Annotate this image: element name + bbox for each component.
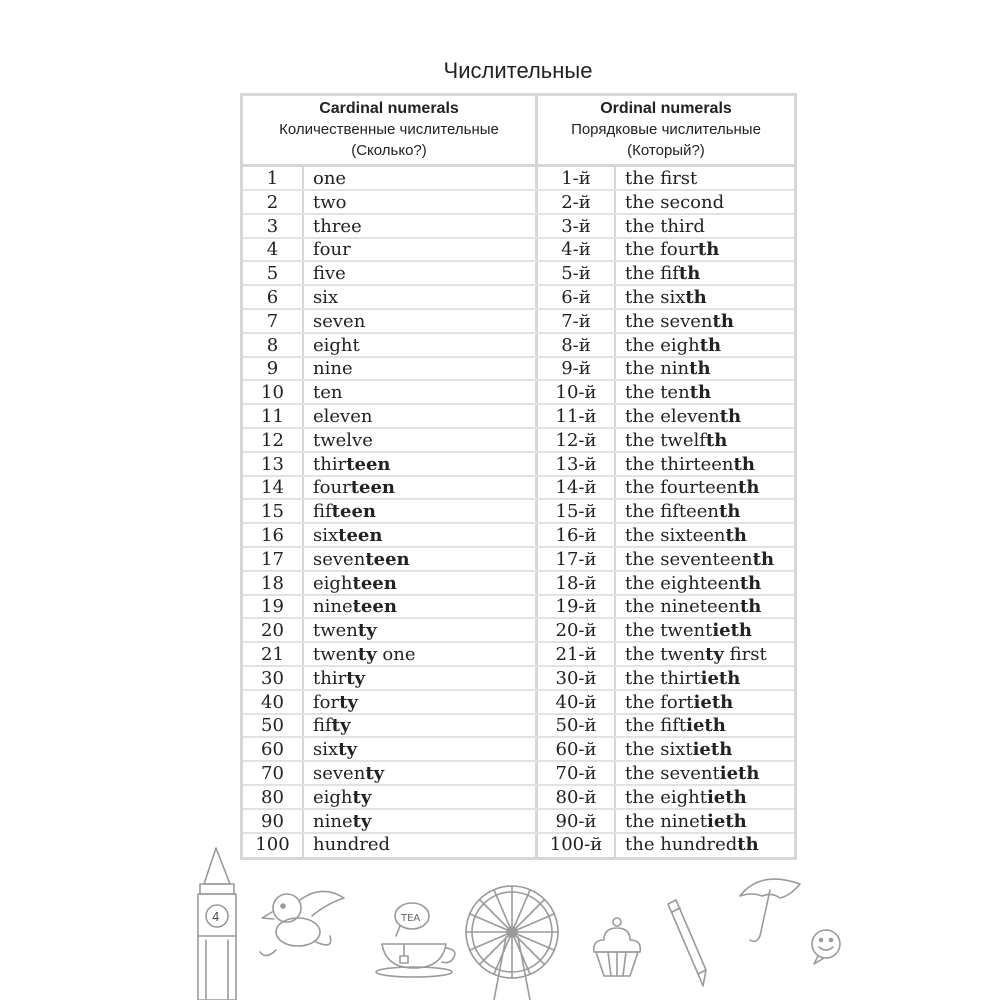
ordinal-word: [625, 714, 795, 738]
ordinal-number: 3-й: [561, 215, 591, 237]
ordinal-word: [625, 334, 795, 358]
cardinal-word-stem: two: [313, 191, 347, 213]
ordinal-word-stem: the nineteen: [625, 596, 740, 618]
ordinal-number: 14-й: [555, 477, 597, 499]
ordinal-word-suffix: ieth: [707, 810, 747, 832]
ordinal-word: [625, 476, 795, 500]
ordinal-word: [625, 786, 795, 810]
cardinal-number: 19: [261, 596, 284, 618]
table-row: [243, 429, 794, 453]
ordinal-header: [538, 96, 794, 166]
table-row: [243, 405, 794, 429]
table-row: [243, 572, 794, 596]
cardinal-number: 100: [255, 834, 290, 856]
cardinal-number: 40: [261, 691, 284, 713]
cardinal-word-suffix: ty: [346, 667, 365, 689]
cardinal-word: [313, 714, 533, 738]
cardinal-word-suffix: ty: [357, 620, 377, 642]
page-title: Числительные: [443, 58, 593, 83]
cardinal-number: 21: [261, 644, 284, 665]
cardinal-header-subtitle: Количественные числительные: [279, 121, 499, 138]
ordinal-word-stem: the eigh: [625, 334, 700, 356]
table-row: [243, 619, 794, 643]
ordinal-number: 4-й: [561, 239, 591, 261]
ordinal-word-stem: the first: [625, 168, 698, 189]
table-row: [243, 381, 794, 405]
ordinal-number: 13-й: [555, 453, 597, 475]
ordinal-word-suffix: th: [739, 596, 762, 618]
table-row: [243, 643, 794, 667]
cardinal-word-stem: four: [313, 477, 351, 499]
ordinal-number: 8-й: [561, 334, 591, 356]
cardinal-word-stem: seven: [313, 310, 366, 332]
cardinal-word: [313, 310, 533, 334]
cardinal-word-stem: nine: [313, 358, 353, 380]
ordinal-word: [625, 738, 795, 762]
ordinal-word-stem: the twen: [625, 644, 706, 665]
cardinal-number: 50: [261, 715, 284, 737]
cardinal-word-stem: nine: [313, 596, 353, 618]
ordinal-word: [625, 572, 795, 596]
cardinal-word: [313, 738, 533, 762]
ordinal-word-stem: the seventeen: [625, 548, 753, 570]
ordinal-word-suffix: ieth: [693, 691, 734, 713]
cardinal-word-suffix: ty: [365, 763, 385, 784]
ordinal-word: [625, 381, 795, 405]
ordinal-word: [625, 810, 795, 834]
ordinal-word-stem: the seven: [625, 310, 713, 332]
ordinal-word: [625, 310, 795, 334]
cardinal-number: 90: [261, 810, 284, 832]
cardinal-word-suffix: teen: [352, 596, 397, 618]
ordinal-word-suffix: th: [719, 406, 742, 427]
table-row: [243, 262, 794, 286]
cardinal-word-stem: ten: [313, 382, 343, 404]
ordinal-number: 9-й: [561, 358, 591, 380]
cardinal-word: [313, 453, 533, 477]
cardinal-number: 10: [261, 382, 284, 404]
ordinal-word-suffix: th: [725, 525, 747, 546]
cardinal-word-stem: six: [313, 287, 339, 308]
ordinal-number: 1-й: [561, 168, 591, 189]
table-row: [243, 691, 794, 715]
cardinal-number: 5: [266, 263, 279, 285]
ordinal-header-title: Ordinal numerals: [600, 100, 732, 117]
cardinal-number: 14: [261, 477, 284, 499]
ordinal-word-stem: the ten: [625, 382, 690, 404]
ordinal-word: [625, 762, 795, 786]
cardinal-word-stem: thir: [313, 453, 347, 475]
ordinal-word-stem: the four: [625, 239, 698, 261]
cardinal-word-stem: eight: [313, 334, 360, 356]
cardinal-word: [313, 524, 533, 548]
cardinal-word: [313, 667, 533, 691]
cardinal-number: 8: [266, 334, 279, 356]
cardinal-number: 17: [261, 548, 284, 570]
table-row: [243, 238, 794, 262]
cardinal-word: [313, 429, 533, 453]
cardinal-word: [313, 286, 533, 310]
ordinal-word: [625, 238, 795, 262]
ordinal-word-suffix: th: [689, 382, 712, 404]
cardinal-number: 11: [261, 406, 284, 427]
cardinal-word: [313, 762, 533, 786]
ordinal-number: 10-й: [555, 382, 597, 404]
big-ben-tower-icon: [198, 848, 236, 1000]
cardinal-word: [313, 500, 533, 524]
london-doodles: [0, 840, 1000, 1000]
ordinal-number: 12-й: [555, 429, 597, 451]
ordinal-number: 40-й: [555, 691, 597, 713]
ordinal-word-stem: the sixteen: [625, 525, 726, 546]
cardinal-number: 20: [261, 620, 284, 642]
cardinal-word-suffix: ty: [352, 810, 372, 832]
table-row: [243, 738, 794, 762]
cardinal-number: 12: [261, 429, 284, 451]
table-row: [243, 762, 794, 786]
cardinal-word: [313, 643, 533, 667]
cardinal-word-suffix: teen: [352, 572, 397, 594]
ordinal-word-suffix: th: [697, 239, 720, 261]
ordinal-word: [625, 691, 795, 715]
cardinal-word-stem: eleven: [313, 406, 373, 427]
cardinal-word: [313, 405, 533, 429]
ordinal-word-stem: the second: [625, 191, 725, 213]
ordinal-word-suffix: ieth: [712, 620, 753, 642]
cardinal-word: [313, 619, 533, 643]
cardinal-number: 70: [261, 763, 284, 784]
ordinal-word-rest: first: [723, 644, 767, 665]
ordinal-word-stem: the fift: [625, 715, 687, 737]
ordinal-number: 17-й: [555, 548, 597, 570]
ordinal-word-stem: the sevent: [625, 763, 720, 784]
cardinal-word-stem: twen: [313, 620, 358, 642]
cardinal-number: 3: [266, 215, 279, 237]
cardinal-word: [313, 691, 533, 715]
ordinal-number: 50-й: [555, 715, 597, 737]
tea-cup-icon: [376, 903, 455, 977]
cardinal-number: 60: [261, 739, 284, 761]
ordinal-word: [625, 215, 795, 239]
table-row: [243, 500, 794, 524]
ordinal-number: 16-й: [555, 525, 597, 546]
table-row: [243, 334, 794, 358]
ordinal-number: 6-й: [561, 287, 591, 308]
bird-icon: [260, 891, 344, 955]
ordinal-word: [625, 548, 795, 572]
ordinal-word-stem: the thirt: [625, 667, 701, 689]
cardinal-word-stem: hundred: [313, 834, 391, 856]
table-row: [243, 357, 794, 381]
ordinal-word-suffix: th: [733, 453, 755, 475]
cardinal-header-title: Cardinal numerals: [319, 100, 459, 117]
ordinal-word: [625, 429, 795, 453]
ordinal-word-stem: the eighteen: [625, 572, 740, 594]
ordinal-word: [625, 262, 795, 286]
tea-label: TEA: [401, 913, 421, 924]
ordinal-word: [625, 500, 795, 524]
ordinal-word-suffix: th: [752, 548, 775, 570]
cardinal-word-suffix: ty: [338, 739, 357, 761]
cardinal-number: 9: [266, 358, 279, 380]
ordinal-word: [625, 619, 795, 643]
cardinal-word-stem: four: [313, 239, 351, 261]
cardinal-word-stem: one: [313, 168, 347, 189]
cardinal-number: 18: [261, 572, 284, 594]
cardinal-word: [313, 476, 533, 500]
cardinal-number: 80: [261, 786, 284, 808]
cardinal-word-stem: eigh: [313, 572, 353, 594]
table-row: [243, 548, 794, 572]
ordinal-number: 100-й: [549, 834, 603, 856]
ordinal-word-suffix: ieth: [686, 715, 726, 737]
cardinal-word: [313, 572, 533, 596]
cardinal-word: [313, 262, 533, 286]
cardinal-word: [313, 381, 533, 405]
cardinal-header-question: (Сколько?): [351, 142, 427, 159]
ordinal-number: 70-й: [555, 763, 597, 784]
ordinal-number: 15-й: [555, 501, 597, 523]
pen-icon: [668, 900, 706, 986]
cardinal-number: 2: [266, 191, 279, 213]
cardinal-word-stem: six: [313, 525, 339, 546]
ordinal-word: [625, 286, 795, 310]
cardinal-word: [313, 215, 533, 239]
ordinal-word-suffix: ty: [705, 644, 724, 665]
cardinal-word: [313, 786, 533, 810]
cardinal-number: 16: [261, 525, 284, 546]
cardinal-word-stem: eigh: [313, 786, 353, 808]
ordinal-number: 21-й: [555, 644, 597, 665]
cardinal-word-suffix: ty: [339, 691, 358, 713]
ordinal-word-stem: the fourteen: [625, 477, 739, 499]
ordinal-word: [625, 405, 795, 429]
cardinal-word: [313, 810, 533, 834]
ordinal-word-stem: the six: [625, 287, 686, 308]
numerals-table: [240, 93, 797, 860]
ordinal-number: 5-й: [561, 263, 591, 285]
clock-number: 4: [212, 910, 220, 924]
cardinal-word: [313, 357, 533, 381]
ordinal-word-suffix: th: [738, 477, 760, 499]
smiley-speech-bubble-icon: [812, 930, 840, 964]
cardinal-number: 30: [261, 667, 284, 689]
cardinal-header: [243, 96, 535, 166]
ordinal-word-stem: the fif: [625, 263, 679, 285]
cardinal-number: 4: [266, 239, 279, 261]
cardinal-word: [313, 334, 533, 358]
ordinal-word-suffix: ieth: [700, 667, 741, 689]
ordinal-word-stem: the third: [625, 215, 705, 237]
cardinal-word-stem: three: [313, 215, 362, 237]
cardinal-word: [313, 595, 533, 619]
ordinal-word-stem: the eight: [625, 786, 707, 808]
ordinal-word-stem: the nin: [625, 358, 690, 380]
cardinal-word-stem: seven: [313, 763, 366, 784]
cardinal-number: 7: [266, 310, 279, 332]
ordinal-word-suffix: ieth: [719, 763, 760, 784]
cardinal-word-suffix: teen: [346, 453, 391, 475]
ordinal-word: [625, 191, 795, 215]
ordinal-number: 30-й: [555, 667, 597, 689]
ordinal-word: [625, 595, 795, 619]
cardinal-number: 1: [266, 168, 279, 189]
table-row: [243, 786, 794, 810]
ordinal-number: 11-й: [555, 406, 597, 427]
table-row: [243, 595, 794, 619]
ordinal-word-stem: the twelf: [625, 429, 706, 451]
ordinal-word: [625, 167, 795, 191]
cardinal-word-stem: five: [313, 263, 346, 285]
ordinal-word-suffix: th: [685, 287, 707, 308]
cardinal-word: [313, 238, 533, 262]
table-row: [243, 310, 794, 334]
table-row: [243, 167, 794, 191]
ordinal-word-stem: the fort: [625, 691, 694, 713]
table-row: [243, 286, 794, 310]
ordinal-number: 18-й: [555, 572, 597, 594]
ordinal-number: 60-й: [555, 739, 597, 761]
ordinal-word-stem: the fifteen: [625, 501, 719, 523]
cardinal-word-suffix: teen: [350, 477, 396, 499]
ordinal-word-stem: the sixt: [625, 739, 693, 761]
umbrella-icon: [740, 879, 800, 941]
cardinal-word-stem: for: [313, 691, 340, 713]
table-row: [243, 191, 794, 215]
ordinal-number: 20-й: [555, 620, 597, 642]
ordinal-word-suffix: th: [712, 310, 734, 332]
ordinal-word-stem: the ninet: [625, 810, 708, 832]
ordinal-number: 90-й: [555, 810, 597, 832]
ordinal-word-suffix: th: [689, 358, 711, 380]
cardinal-word-stem: fif: [313, 715, 332, 737]
ordinal-word-suffix: th: [705, 429, 728, 451]
ordinal-header-question: (Который?): [627, 142, 705, 159]
table-row: [243, 453, 794, 477]
cardinal-word-suffix: ty: [352, 786, 372, 808]
london-eye-icon: [466, 886, 558, 1000]
cardinal-word-stem: nine: [313, 810, 353, 832]
ordinal-word: [625, 357, 795, 381]
cardinal-number: 15: [261, 501, 284, 523]
ordinal-word: [625, 453, 795, 477]
ordinal-word: [625, 643, 795, 667]
ordinal-number: 19-й: [555, 596, 597, 618]
ordinal-word-suffix: th: [719, 501, 741, 523]
cardinal-word-suffix: teen: [331, 501, 376, 523]
cardinal-number: 13: [261, 453, 284, 475]
cardinal-word-suffix: teen: [365, 548, 410, 570]
ordinal-word-stem: the twent: [625, 620, 713, 642]
ordinal-word-suffix: ieth: [692, 739, 733, 761]
cardinal-number: 6: [266, 287, 279, 308]
cardinal-word-stem: fif: [313, 501, 332, 523]
ordinal-number: 2-й: [561, 191, 591, 213]
ordinal-word-suffix: th: [699, 334, 722, 356]
ordinal-word: [625, 667, 795, 691]
cardinal-word-suffix: teen: [338, 525, 383, 546]
ordinal-header-subtitle: Порядковые числительные: [571, 121, 761, 138]
cardinal-word-stem: thir: [313, 667, 347, 689]
table-row: [243, 714, 794, 738]
ordinal-number: 7-й: [561, 310, 591, 332]
table-row: [243, 810, 794, 834]
table-row: [243, 667, 794, 691]
ordinal-word: [625, 524, 795, 548]
cardinal-word-suffix: ty: [357, 644, 377, 665]
ordinal-word-suffix: th: [737, 834, 759, 856]
ordinal-number: 80-й: [555, 786, 597, 808]
ordinal-word-suffix: th: [678, 263, 701, 285]
cardinal-word-stem: twen: [313, 644, 358, 665]
cardinal-word: [313, 167, 533, 191]
cupcake-icon: [594, 918, 641, 976]
table-row: [243, 215, 794, 239]
cardinal-word-stem: six: [313, 739, 339, 761]
cardinal-word-suffix: ty: [331, 715, 351, 737]
ordinal-word-stem: the thirteen: [625, 453, 734, 475]
cardinal-word-stem: seven: [313, 548, 366, 570]
cardinal-word: [313, 191, 533, 215]
ordinal-word-stem: the hundred: [625, 834, 738, 856]
cardinal-word-rest: one: [376, 644, 416, 665]
table-row: [243, 524, 794, 548]
ordinal-word-suffix: ieth: [706, 786, 747, 808]
cardinal-word-stem: twelve: [313, 429, 373, 451]
cardinal-word: [313, 548, 533, 572]
ordinal-word-suffix: th: [739, 572, 762, 594]
table-row: [243, 476, 794, 500]
ordinal-word-stem: the eleven: [625, 406, 720, 427]
